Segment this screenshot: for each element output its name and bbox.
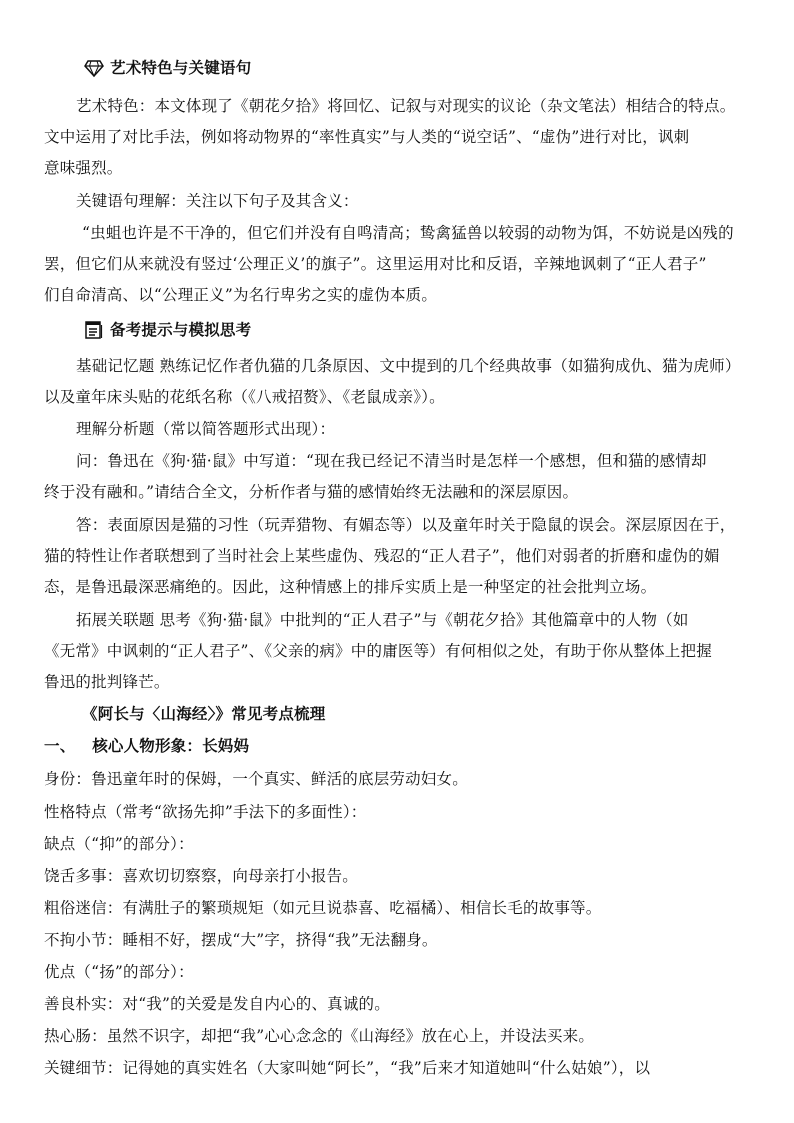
along-line: 善良朴实：对“我”的关爱是发自内心的、真诚的。 bbox=[44, 995, 390, 1013]
quote-line: 们自命清高、以“公理正义”为名行卑劣之实的虚伪本质。 bbox=[44, 286, 438, 304]
memory-line: 以及童年床头贴的花纸名称（《八戒招赘》、《老鼠成亲》）。 bbox=[44, 388, 445, 406]
extension-line: 拓展关联题 思考《狗·猫·鼠》中批判的“正人君子”与《朝花夕拾》其他篇章中的人物（如 bbox=[76, 611, 689, 629]
question-line: 问：鲁迅在《狗·猫·鼠》中写道：“现在我已经记不清当时是怎样一个感想，但和猫的感情却 bbox=[76, 452, 707, 470]
quote-line: “虫蛆也许是不干净的，但它们并没有自鸣清高；鸷禽猛兽以较弱的动物为饵，不妨说是凶残的 bbox=[82, 224, 734, 242]
art-section-heading bbox=[84, 58, 251, 78]
memory-line: 基础记忆题 熟练记忆作者仇猫的几条原因、文中提到的几个经典故事（如猫狗成仇、猫为虎师） bbox=[76, 357, 741, 375]
along-line: 不拘小节：睡相不好，摆成“大”字，挤得“我”无法翻身。 bbox=[44, 931, 438, 949]
analysis-title: 理解分析题（常以简答题形式出现）： bbox=[76, 420, 336, 438]
answer-line: 态，是鲁迅最深恶痛绝的。因此，这种情感上的排斥实质上是一种坚定的社会批判立场。 bbox=[44, 578, 657, 596]
along-line: 身份：鲁迅童年时的保姆，一个真实、鲜活的底层劳动妇女。 bbox=[44, 770, 468, 788]
along-line: 热心肠：虽然不识字，却把“我”心心念念的《山海经》放在心上，并设法买来。 bbox=[44, 1027, 595, 1045]
along-line: 饶舌多事：喜欢切切察察，向母亲打小报告。 bbox=[44, 867, 359, 885]
along-line: 粗俗迷信：有满肚子的繁琐规矩（如元旦说恭喜、吃福橘）、相信长毛的故事等。 bbox=[44, 899, 602, 917]
art-para-line: 意味强烈。 bbox=[44, 159, 123, 177]
prep-section-heading bbox=[84, 320, 251, 340]
along-section-title: 《阿长与〈山海经〉》常见考点梳理 bbox=[82, 705, 326, 723]
extension-line: 《无常》中讽刺的“正人君子”、《父亲的病》中的庸医等）有何相似之处，有助于你从整体上把握 bbox=[44, 642, 712, 660]
along-line: 优点（“扬”的部分）： bbox=[44, 963, 194, 981]
along-subheading: 一、 核心人物形象：长妈妈 bbox=[44, 737, 250, 755]
diamond-icon bbox=[84, 58, 104, 78]
art-para-line: 艺术特色：本文体现了《朝花夕拾》将回忆、记叙与对现实的议论（杂文笔法）相结合的特点。 bbox=[76, 97, 736, 115]
art-para-line: 文中运用了对比手法，例如将动物界的“率性真实”与人类的“说空话”、“虚伪”进行对比，讽刺 bbox=[44, 128, 690, 146]
notepad-icon bbox=[84, 320, 104, 340]
art-heading-text: 艺术特色与关键语句 bbox=[110, 59, 252, 77]
along-line: 性格特点（常考“欲扬先抑”手法下的多面性）： bbox=[44, 803, 367, 821]
prep-heading-text: 备考提示与模拟思考 bbox=[110, 321, 252, 339]
quote-line: 罢，但它们从来就没有竖过‘公理正义’的旗子”。这里运用对比和反语，辛辣地讽刺了“正人君子” bbox=[44, 255, 707, 273]
answer-line: 猫的特性让作者联想到了当时社会上某些虚伪、残忍的“正人君子”，他们对弱者的折磨和虚伪的媚 bbox=[44, 547, 720, 565]
key-sentence-intro: 关键语句理解：关注以下句子及其含义： bbox=[76, 192, 359, 210]
along-line: 缺点（“抑”的部分）： bbox=[44, 835, 194, 853]
along-line: 关键细节：记得她的真实姓名（大家叫她“阿长”，“我”后来才知道她叫“什么姑娘”），以 bbox=[44, 1059, 651, 1077]
extension-line: 鲁迅的批判锋芒。 bbox=[44, 673, 170, 691]
question-line: 终于没有融和。”请结合全文，分析作者与猫的感情始终无法融和的深层原因。 bbox=[44, 483, 579, 501]
answer-line: 答：表面原因是猫的习性（玩弄猎物、有媚态等）以及童年时关于隐鼠的误会。深层原因在于， bbox=[76, 516, 736, 534]
